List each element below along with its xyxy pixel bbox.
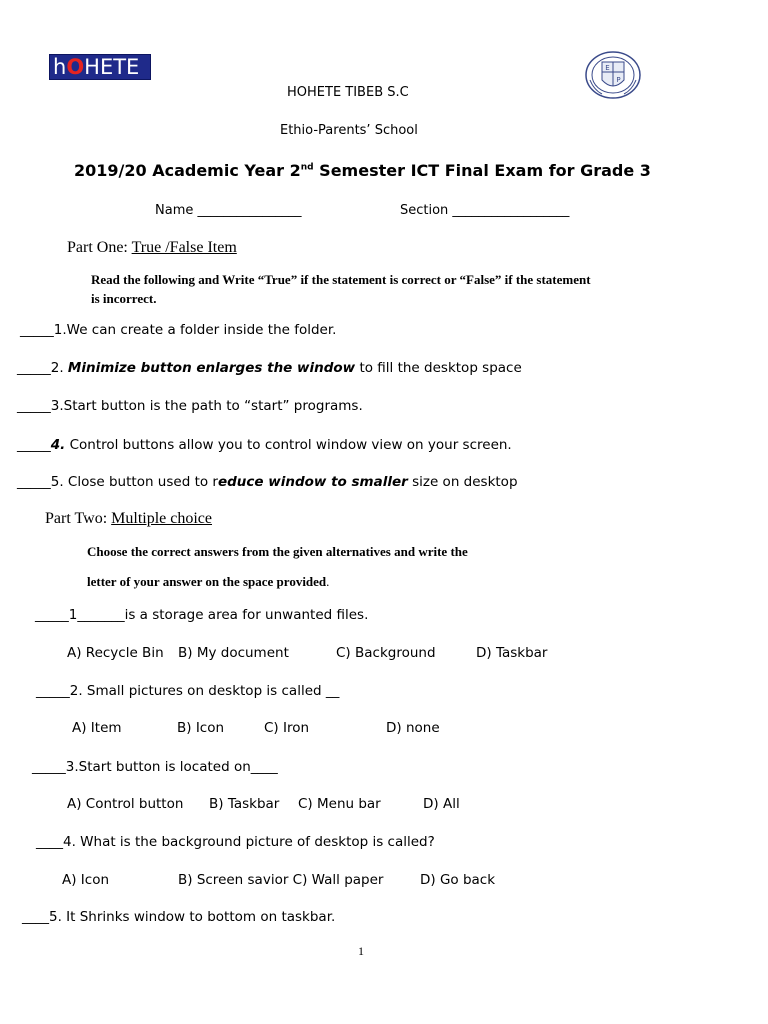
school-name: Ethio-Parents’ School bbox=[280, 123, 418, 138]
mc-q1-option-c: C) Background bbox=[336, 645, 436, 661]
mc-q3-option-d: D) All bbox=[423, 796, 460, 812]
mc-q2-option-c: C) Iron bbox=[264, 720, 310, 736]
school-seal-icon bbox=[584, 50, 642, 100]
mc-question-4: ____4. What is the background picture of desktop is called? bbox=[36, 834, 435, 850]
mc-q1-option-b: B) My document bbox=[178, 645, 289, 661]
part-one-instructions-line2: is incorrect. bbox=[91, 291, 157, 306]
tf-question-4: _____4. Control buttons allow you to control window view on your screen. bbox=[17, 437, 512, 453]
svg-text:P: P bbox=[616, 76, 621, 84]
mc-question-2: _____2. Small pictures on desktop is called __ bbox=[36, 683, 340, 699]
mc-question-3: _____3.Start button is located on____ bbox=[32, 759, 278, 775]
name-field-label: Name ________________ bbox=[155, 203, 302, 218]
mc-q1-option-a: A) Recycle Bin bbox=[67, 645, 164, 661]
mc-q2-option-d: D) none bbox=[386, 720, 440, 736]
mc-question-1: _____1_______is a storage area for unwanted files. bbox=[35, 607, 369, 623]
mc-q4-option-d: D) Go back bbox=[420, 872, 496, 888]
mc-q4-option-b-c: B) Screen savior C) Wall paper bbox=[178, 872, 384, 888]
part-two-heading: Part Two: Multiple choice bbox=[45, 510, 212, 527]
exam-title: 2019/20 Academic Year 2nd Semester ICT Final Exam for Grade 3 bbox=[74, 161, 651, 180]
section-field-label: Section __________________ bbox=[400, 203, 570, 218]
svg-text:E: E bbox=[605, 64, 610, 72]
company-logo: hOHETE bbox=[49, 54, 151, 80]
company-name: HOHETE TIBEB S.C bbox=[287, 85, 409, 100]
part-two-instructions-line2: letter of your answer on the space provided. bbox=[87, 574, 330, 589]
tf-question-1: _____1.We can create a folder inside the folder. bbox=[20, 322, 337, 338]
mc-q2-option-a: A) Item bbox=[72, 720, 122, 736]
part-one-instructions-line1: Read the following and Write “True” if the statement is correct or “False” if the statement bbox=[91, 272, 591, 287]
mc-question-5: ____5. It Shrinks window to bottom on taskbar. bbox=[22, 909, 336, 925]
tf-question-2: _____2. Minimize button enlarges the window to fill the desktop space bbox=[17, 360, 522, 376]
page-number: 1 bbox=[358, 944, 364, 958]
part-one-heading: Part One: True /False Item bbox=[67, 239, 237, 256]
mc-q3-option-b: B) Taskbar bbox=[209, 796, 280, 812]
mc-q4-option-a: A) Icon bbox=[62, 872, 110, 888]
tf-question-5: _____5. Close button used to reduce window to smaller size on desktop bbox=[17, 474, 518, 490]
tf-question-3: _____3.Start button is the path to “start” programs. bbox=[17, 398, 363, 414]
mc-q3-option-c: C) Menu bar bbox=[298, 796, 381, 812]
mc-q1-option-d: D) Taskbar bbox=[476, 645, 548, 661]
mc-q2-option-b: B) Icon bbox=[177, 720, 225, 736]
mc-q3-option-a: A) Control button bbox=[67, 796, 184, 812]
part-two-instructions-line1: Choose the correct answers from the given alternatives and write the bbox=[87, 544, 468, 559]
